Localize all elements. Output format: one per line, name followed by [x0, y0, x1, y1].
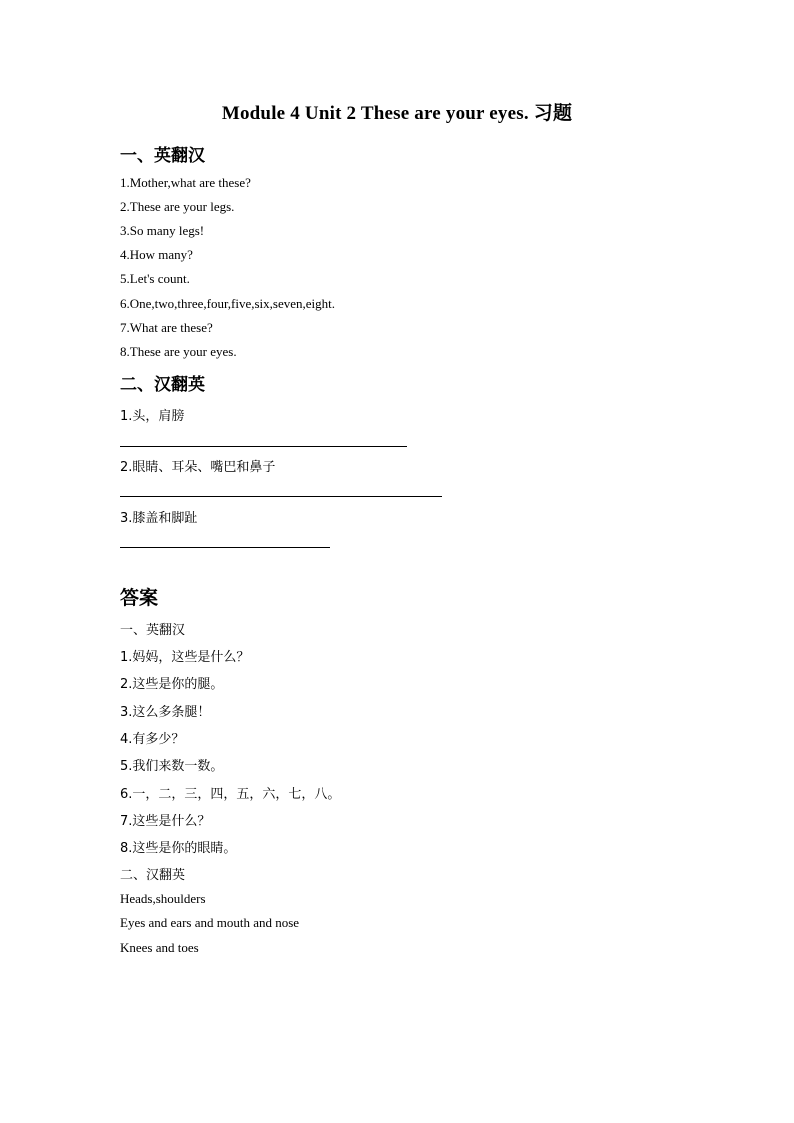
answer-item: 1.妈妈，这些是什么？ — [120, 650, 250, 665]
exercise-item: 2.眼睛、耳朵、嘴巴和鼻子 — [120, 460, 276, 475]
answer-item: 2.这些是你的腿。 — [120, 677, 224, 692]
section1-heading: 一、英翻汉 — [120, 146, 205, 166]
exercise-item: 3.膝盖和脚趾 — [120, 511, 198, 526]
answer-item: 8.这些是你的眼睛。 — [120, 841, 237, 856]
exercise-item: 6.One,two,three,four,five,six,seven,eight. — [120, 296, 336, 311]
page-title: Module 4 Unit 2 These are your eyes. 习题 — [221, 103, 573, 124]
exercise-item: 4.How many? — [120, 247, 193, 262]
answer-blank-line[interactable] — [120, 496, 442, 497]
answer-item: 6.一，二，三，四，五，六，七，八。 — [120, 787, 341, 802]
exercise-item: 1.Mother,what are these? — [120, 175, 251, 190]
answer-item: 7.这些是什么？ — [120, 814, 211, 829]
answers-section1-heading: 一、英翻汉 — [120, 623, 186, 638]
answer-item: 4.有多少？ — [120, 732, 185, 747]
answer-item: Knees and toes — [120, 940, 199, 955]
exercise-item: 1.头，肩膀 — [120, 409, 185, 424]
answer-item: 5.我们来数一数。 — [120, 759, 224, 774]
answer-item: 3.这么多条腿！ — [120, 705, 211, 720]
answer-item: Eyes and ears and mouth and nose — [120, 915, 300, 930]
exercise-item: 5.Let's count. — [120, 271, 190, 286]
exercise-item: 8.These are your eyes. — [120, 344, 237, 359]
exercise-item: 2.These are your legs. — [120, 199, 235, 214]
answers-heading: 答案 — [120, 587, 159, 609]
answers-section2-heading: 二、汉翻英 — [120, 868, 186, 883]
answer-blank-line[interactable] — [120, 446, 407, 447]
answer-blank-line[interactable] — [120, 547, 330, 548]
answer-item: Heads,shoulders — [120, 891, 206, 906]
exercise-item: 3.So many legs! — [120, 223, 205, 238]
exercise-item: 7.What are these? — [120, 320, 213, 335]
section2-heading: 二、汉翻英 — [120, 375, 205, 395]
